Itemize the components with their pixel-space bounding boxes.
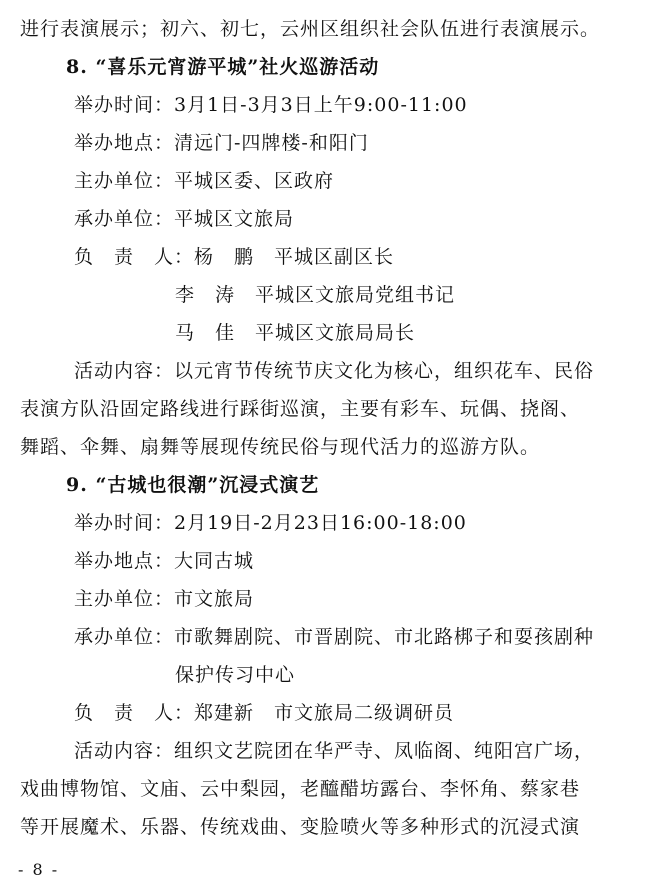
- text-line: 保护传习中心: [175, 664, 296, 686]
- section-heading-9: 9. “古城也很潮”沉浸式演艺: [66, 474, 320, 496]
- text-line: 举办地点：清远门-四牌楼-和阳门: [74, 132, 369, 154]
- text-line: 进行表演展示；初六、初七，云州区组织社会队伍进行表演展示。: [20, 18, 601, 40]
- page-number: - 8 -: [18, 860, 60, 879]
- text-line: 举办地点：大同古城: [74, 550, 255, 572]
- text-line: 承办单位：市歌舞剧院、市晋剧院、市北路梆子和耍孩剧种: [74, 626, 595, 648]
- text-line: 马 佳 平城区文旅局局长: [175, 322, 416, 344]
- text-line: 表演方队沿固定路线进行踩街巡演，主要有彩车、玩偶、挠阁、: [20, 398, 581, 420]
- text-line: 舞蹈、伞舞、扇舞等展现传统民俗与现代活力的巡游方队。: [20, 436, 541, 458]
- text-line: 承办单位：平城区文旅局: [74, 208, 295, 230]
- text-line: 负 责 人：杨 鹏 平城区副区长: [74, 246, 395, 268]
- text-line: 活动内容：组织文艺院团在华严寺、凤临阁、纯阳宫广场，: [74, 740, 595, 762]
- text-line: 主办单位：平城区委、区政府: [74, 170, 335, 192]
- text-line: 戏曲博物馆、文庙、云中梨园，老醯醋坊露台、李怀角、蔡家巷: [20, 778, 581, 800]
- text-line: 负 责 人：郑建新 市文旅局二级调研员: [74, 702, 455, 724]
- section-heading-8: 8. “喜乐元宵游平城”社火巡游活动: [66, 56, 380, 78]
- text-line: 主办单位：市文旅局: [74, 588, 255, 610]
- text-line: 举办时间：3月1日-3月3日上午9:00-11:00: [74, 94, 468, 116]
- text-line: 等开展魔术、乐器、传统戏曲、变脸喷火等多种形式的沉浸式演: [20, 816, 581, 838]
- text-line: 李 涛 平城区文旅局党组书记: [175, 284, 456, 306]
- text-line: 举办时间：2月19日-2月23日16:00-18:00: [74, 512, 467, 534]
- text-line: 活动内容：以元宵节传统节庆文化为核心，组织花车、民俗: [74, 360, 595, 382]
